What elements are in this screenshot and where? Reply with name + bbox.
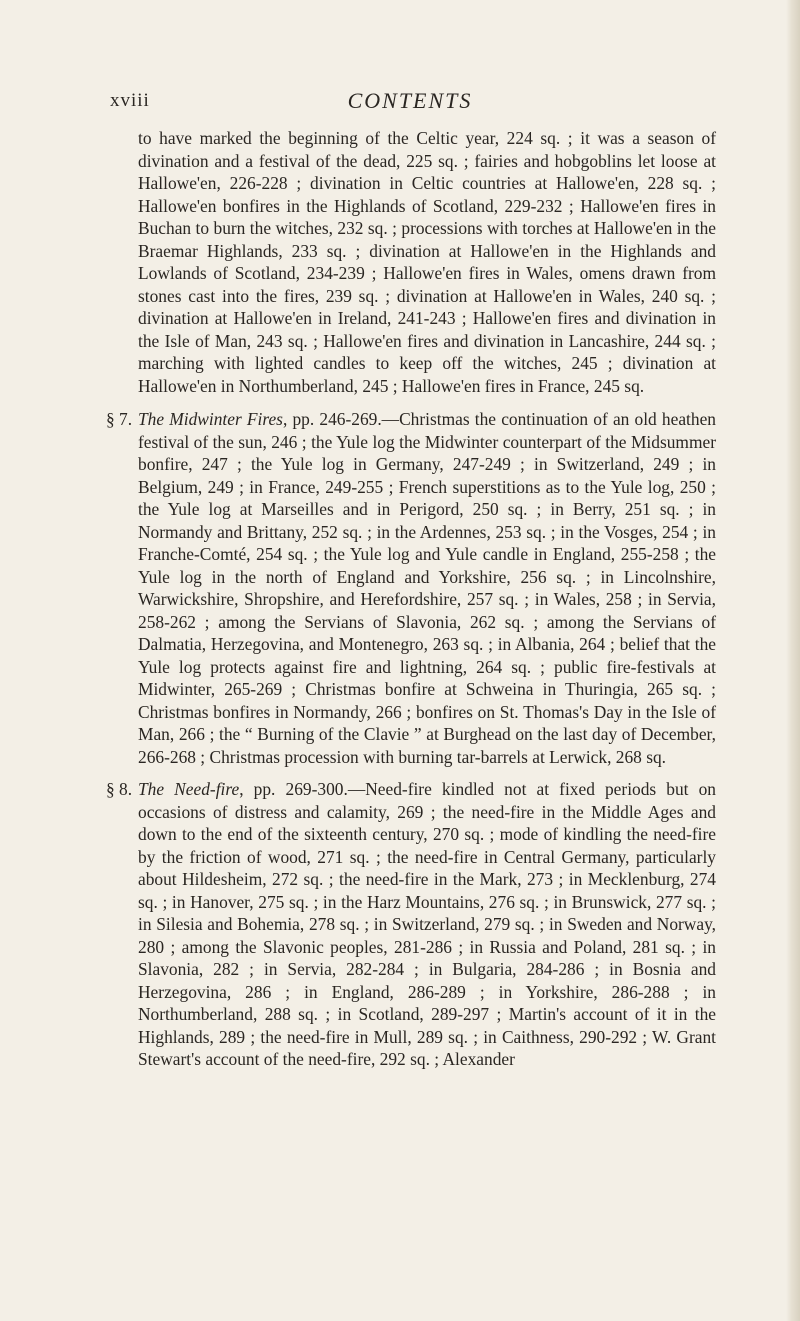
contents-body — [108, 127, 716, 1081]
section-number: § 7. — [106, 409, 133, 429]
section-summary: , pp. 246-269.—Christmas the continuation of an old heathen festival of the sun, 246 ; the Yule log the Midwinter counterpart of the Midsummer bonfire, 247 ; the Yule log in Germany, 247-249 ; in Switzerland, 249 ; in Belgium, 249 ; in France, 249-255 ; French superstitions as to the Yule log, 250 ; the Yule log at Marseilles and in Perigord, 250 sq. ; in Berry, 251 sq. ; in Normandy and Brittany, 252 sq. ; in the Ardennes, 253 sq. ; in the Vosges, 254 ; in Franche-Comté, 254 sq. ; the Yule log and Yule candle in England, 255-258 ; the Yule log in the north of England and Yorkshire, 256 sq. ; in Lincolnshire, Warwickshire, Shropshire, and Herefordshire, 257 sq. ; in Wales, 258 ; in Servia, 258-262 ; among the Servians of Slavonia, 262 sq. ; among the Servians of Dalmatia, Herzegovina, and Montenegro, 263 sq. ; in Albania, 264 ; belief that the Yule log protects against fire and lightning, 264 sq. ; public fire-festivals at Midwinter, 265-269 ; Christmas bonfire at Schweina in Thuringia, 265 sq. ; Christmas bonfires in Normandy, 266 ; bonfires on St. Thomas's Day in the Isle of Man, 266 ; the “ Burning of the Clavie ” at Burghead on the last day of December, 266-268 ; Christmas procession with burning tar-barrels at Lerwick, 268 sq. — [138, 409, 716, 767]
running-title: CONTENTS — [347, 88, 473, 113]
section-entry-7 — [108, 408, 716, 768]
section-title: The Midwinter Fires — [138, 409, 283, 429]
page-edge-shadow — [786, 0, 800, 1321]
page-header — [110, 88, 710, 118]
section-summary: , pp. 269-300.—Need-fire kindled not at fixed periods but on occasions of distress and calamity, 269 ; the need-fire in the Middle Ages and down to the end of the sixteenth century, 270 sq. ; mode of kindling the need-fire by the friction of wood, 271 sq. ; the need-fire in Central Germany, particularly about Hildesheim, 272 sq. ; the need-fire in the Mark, 273 ; in Mecklenburg, 274 sq. ; in Hanover, 275 sq. ; in the Harz Mountains, 276 sq. ; in Brunswick, 277 sq. ; in Silesia and Bohemia, 278 sq. ; in Switzerland, 279 sq. ; in Sweden and Norway, 280 ; among the Slavonic peoples, 281-286 ; in Russia and Poland, 281 sq. ; in Slavonia, 282 ; in Servia, 282-284 ; in Bulgaria, 284-286 ; in Bosnia and Herzegovina, 286 ; in England, 286-289 ; in Yorkshire, 286-288 ; in Northumberland, 288 sq. ; in Scotland, 289-297 ; Martin's account of it in the Highlands, 289 ; the need-fire in Mull, 289 sq. ; in Caithness, 290-292 ; W. Grant Stewart's account of the need-fire, 292 sq. ; Alexander — [138, 779, 716, 1069]
continued-entry — [108, 127, 716, 397]
section-number: § 8. — [106, 779, 133, 799]
section-entry-8 — [108, 778, 716, 1071]
page-number: xviii — [110, 90, 150, 111]
section-title: The Need-fire — [138, 779, 240, 799]
continued-entry-text: to have marked the beginning of the Celtic year, 224 sq. ; it was a season of divination and a festival of the dead, 225 sq. ; fairies and hobgoblins let loose at Hallowe'en, 226-228 ; divination in Celtic countries at Hallowe'en, 228 sq. ; Hallowe'en bonfires in the Highlands of Scotland, 229-232 ; Hallowe'en fires in Buchan to burn the witches, 232 sq. ; processions with torches at Hallowe'en in the Braemar Highlands, 233 sq. ; divination at Hallowe'en in the Highlands and Lowlands of Scotland, 234-239 ; Hallowe'en fires in Wales, omens drawn from stones cast into the fires, 239 sq. ; divination at Hallowe'en in Wales, 240 sq. ; divination at Hallowe'en in Ireland, 241-243 ; Hallowe'en fires and divination in the Isle of Man, 243 sq. ; Hallowe'en fires and divination in Lancashire, 244 sq. ; marching with lighted candles to keep off the witches, 245 ; divination at Hallowe'en in Northumberland, 245 ; Hallowe'en fires in France, 245 sq. — [138, 128, 716, 396]
